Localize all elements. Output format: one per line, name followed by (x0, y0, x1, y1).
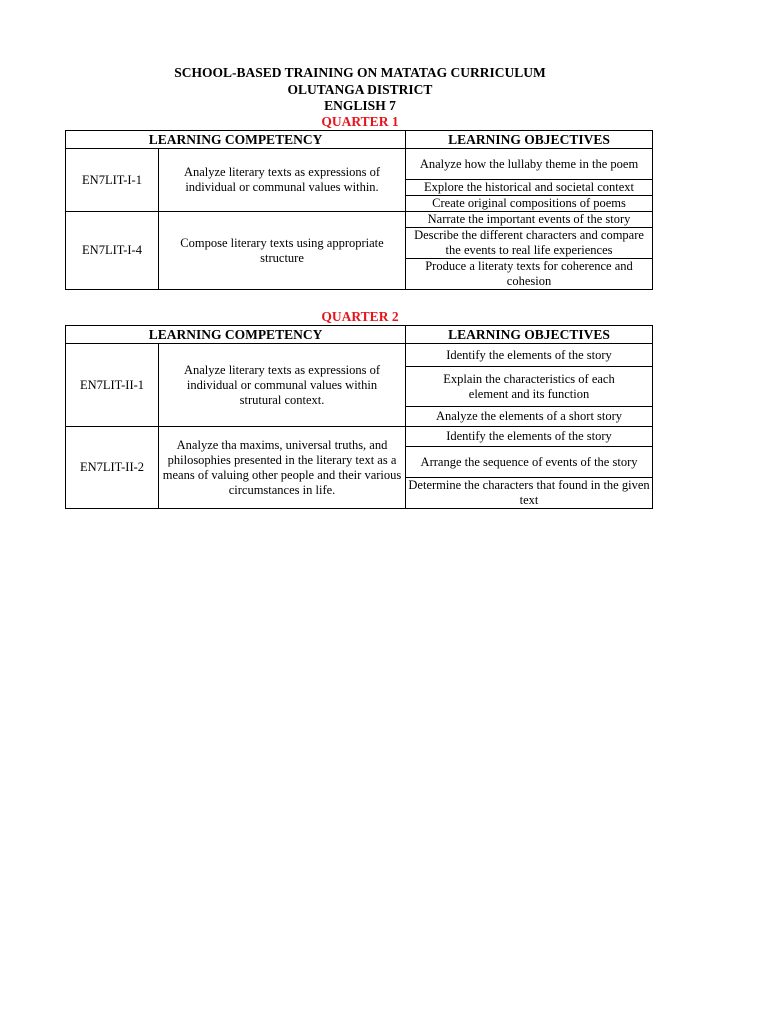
table-header-row (66, 131, 653, 149)
objectives-header: LEARNING OBJECTIVES (406, 131, 653, 149)
quarter-1-table (65, 130, 653, 290)
objective-cell: Determine the characters that found in the given text (406, 478, 653, 509)
competency-code: EN7LIT-II-1 (66, 344, 159, 427)
district-name: OLUTANGA DISTRICT (287, 82, 433, 97)
competency-text: Analyze tha maxims, universal truths, and philosophies presented in the literary text as a means of valuing other people and their various circumstances in life. (159, 427, 406, 509)
objective-cell: Narrate the important events of the story (406, 212, 653, 228)
table-row (66, 212, 653, 228)
quarter-1-title: QUARTER 1 (321, 114, 399, 129)
objective-cell: Identify the elements of the story (406, 344, 653, 367)
competency-code: EN7LIT-II-2 (66, 427, 159, 509)
objective-cell: Create original compositions of poems (406, 196, 653, 212)
document-title: SCHOOL-BASED TRAINING ON MATATAG CURRICULUM (174, 65, 546, 80)
quarter-2-table (65, 325, 653, 509)
objective-cell: Arrange the sequence of events of the story (406, 447, 653, 478)
objective-cell: Explore the historical and societal context (406, 180, 653, 196)
subject-name: ENGLISH 7 (324, 98, 396, 113)
competency-code: EN7LIT-I-1 (66, 149, 159, 212)
competency-text: Compose literary texts using appropriate structure (159, 212, 406, 290)
competency-header: LEARNING COMPETENCY (66, 131, 406, 149)
competency-text: Analyze literary texts as expressions of individual or communal values within strutural context. (159, 344, 406, 427)
table-row (66, 344, 653, 367)
objective-cell: Produce a literaty texts for coherence and cohesion (406, 259, 653, 290)
competency-text: Analyze literary texts as expressions of individual or communal values within. (159, 149, 406, 212)
objective-cell: Describe the different characters and compare the events to real life experiences (406, 228, 653, 259)
objective-cell: Identify the elements of the story (406, 427, 653, 447)
objective-cell: Explain the characteristics of each element and its function (406, 367, 653, 407)
objective-cell: Analyze the elements of a short story (406, 407, 653, 427)
table-header-row (66, 326, 653, 344)
objective-cell: Analyze how the lullaby theme in the poem (406, 149, 653, 180)
competency-code: EN7LIT-I-4 (66, 212, 159, 290)
quarter-2-title: QUARTER 2 (321, 309, 399, 324)
objectives-header: LEARNING OBJECTIVES (406, 326, 653, 344)
competency-header: LEARNING COMPETENCY (66, 326, 406, 344)
table-row (66, 149, 653, 180)
table-row (66, 427, 653, 447)
